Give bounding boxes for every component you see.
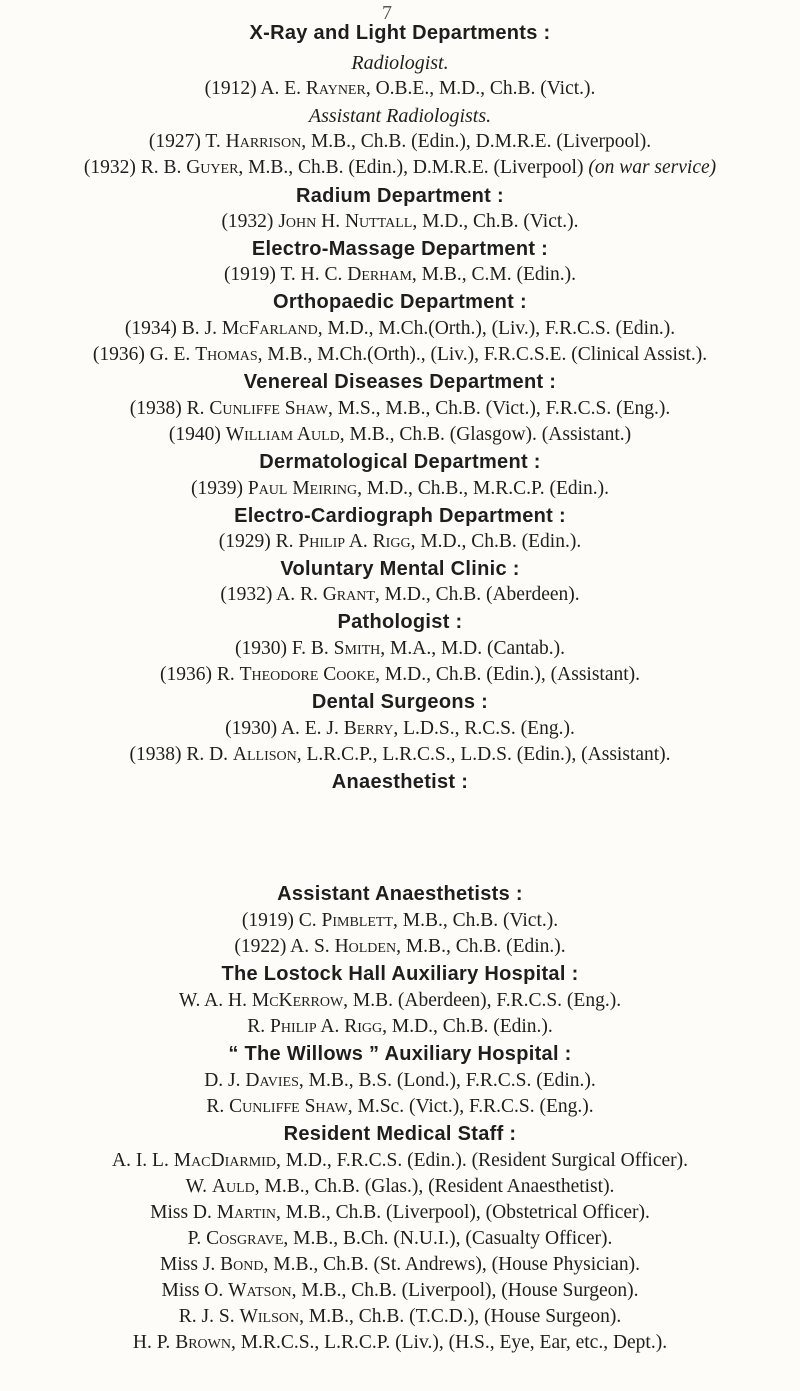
orthopaedic-entry-2 xyxy=(0,344,800,366)
xray-entry-1 xyxy=(0,78,800,100)
lostock-entry-1 xyxy=(0,990,800,1012)
entry-qualifications: , M.Sc. (Vict.), F.R.C.S. (Eng.). xyxy=(347,1096,594,1117)
entry-name: Rayner xyxy=(305,78,366,99)
entry-name: Paul Meiring xyxy=(247,478,358,499)
electro-massage-heading: Electro-Massage Department : xyxy=(251,238,549,260)
entry-qualifications: , M.B., M.Ch.(Orth)., (Liv.), F.R.C.S.E. (Clinical Assist.). xyxy=(257,344,708,365)
entry-name: Cunliffe Shaw xyxy=(229,1096,348,1117)
willows-heading: “ The Willows ” Auxiliary Hospital : xyxy=(228,1043,572,1065)
entry-name: Guyer xyxy=(186,157,239,178)
dermatological-heading: Dermatological Department : xyxy=(259,451,541,473)
lostock-heading: The Lostock Hall Auxiliary Hospital : xyxy=(221,963,579,985)
assistant-anaesthetists-entry-1 xyxy=(0,910,800,932)
entry-prefix: (1929) R. xyxy=(218,531,299,552)
entry-prefix: (1927) T. xyxy=(148,131,226,152)
entry-qualifications: , M.B., Ch.B. (Vict.). xyxy=(393,910,559,931)
entry-name: Philip A. Rigg xyxy=(270,1016,383,1037)
mental-clinic-heading: Voluntary Mental Clinic : xyxy=(280,558,520,580)
assistant-radiologists-label: Assistant Radiologists. xyxy=(308,105,492,127)
entry-qualifications: , M.D., Ch.B. (Vict.). xyxy=(412,211,579,232)
pathologist-heading: Pathologist : xyxy=(337,611,463,633)
resident-entry-4 xyxy=(0,1228,800,1250)
entry-qualifications: , M.B., Ch.B. (St. Andrews), (House Physician). xyxy=(263,1254,640,1275)
entry-qualifications: , M.D., Ch.B., M.R.C.P. (Edin.). xyxy=(357,478,610,499)
dental-entry-1 xyxy=(0,718,800,740)
entry-qualifications: , M.D., F.R.C.S. (Edin.). (Resident Surgical Officer). xyxy=(275,1150,688,1171)
entry-qualifications: , M.A., M.D. (Cantab.). xyxy=(380,638,565,659)
willows-entry-2 xyxy=(0,1096,800,1118)
resident-entry-3 xyxy=(0,1202,800,1224)
entry-name: Allison xyxy=(232,744,297,765)
orthopaedic-heading: Orthopaedic Department : xyxy=(273,291,527,313)
xray-entry-2 xyxy=(0,131,800,153)
entry-name: John H. Nuttall xyxy=(278,211,413,232)
entry-name: Holden xyxy=(334,936,397,957)
entry-prefix: P. xyxy=(187,1228,207,1249)
entry-name: Theodore Cooke xyxy=(239,664,376,685)
venereal-entry-2 xyxy=(0,424,800,446)
entry-name: McFarland xyxy=(221,318,318,339)
entry-name: Thomas xyxy=(195,344,258,365)
xray-entry-3 xyxy=(0,157,800,179)
resident-entry-2 xyxy=(0,1176,800,1198)
entry-qualifications: , M.D., Ch.B. (Edin.). xyxy=(382,1016,553,1037)
entry-prefix: R. xyxy=(206,1096,230,1117)
entry-prefix: (1936) G. E. xyxy=(92,344,196,365)
entry-prefix: H. P. xyxy=(132,1332,176,1353)
entry-qualifications: , M.B., Ch.B. (Glasgow). (Assistant.) xyxy=(339,424,632,445)
assistant-anaesthetists-heading: Assistant Anaesthetists : xyxy=(277,883,523,905)
entry-prefix: Miss D. xyxy=(150,1202,217,1223)
entry-qualifications: , M.D., Ch.B. (Edin.). xyxy=(410,531,582,552)
entry-name: Berry xyxy=(343,718,394,739)
entry-prefix: A. I. L. xyxy=(111,1150,174,1171)
resident-entry-6 xyxy=(0,1280,800,1302)
entry-qualifications: , L.D.S., R.C.S. (Eng.). xyxy=(393,718,575,739)
assistant-anaesthetists-entry-2 xyxy=(0,936,800,958)
entry-name: Derham xyxy=(347,264,412,285)
entry-name: Bond xyxy=(220,1254,264,1275)
resident-entry-1 xyxy=(0,1150,800,1172)
anaesthetist-heading: Anaesthetist : xyxy=(331,771,469,793)
entry-qualifications: , L.R.C.P., L.R.C.S., L.D.S. (Edin.), (Assistant). xyxy=(296,744,671,765)
entry-qualifications: , M.B., Ch.B. (Liverpool), (Obstetrical Officer). xyxy=(276,1202,650,1223)
entry-qualifications: , M.B., Ch.B. (Edin.), D.M.R.E. (Liverpool). xyxy=(301,131,652,152)
entry-qualifications: , M.B., B.S. (Lond.), F.R.C.S. (Edin.). xyxy=(298,1070,596,1091)
entry-name: Harrison xyxy=(225,131,302,152)
entry-prefix: Miss J. xyxy=(160,1254,221,1275)
entry-name: Grant xyxy=(322,584,375,605)
entry-name: Davies xyxy=(245,1070,299,1091)
entry-prefix: (1930) A. E. J. xyxy=(225,718,344,739)
dental-entry-2 xyxy=(0,744,800,766)
radium-entry-1 xyxy=(0,211,800,233)
entry-prefix: (1939) xyxy=(190,478,248,499)
entry-name: Smith xyxy=(333,638,381,659)
entry-prefix: (1912) A. E. xyxy=(204,78,306,99)
pathologist-entry-1 xyxy=(0,638,800,660)
entry-note: (on war service) xyxy=(588,157,717,178)
entry-qualifications: , M.B., Ch.B. (Liverpool), (House Surgeon). xyxy=(291,1280,639,1301)
entry-prefix: (1938) R. xyxy=(129,398,210,419)
entry-prefix: W. xyxy=(185,1176,212,1197)
mental-clinic-entry-1 xyxy=(0,584,800,606)
entry-qualifications: , M.B., Ch.B. (Edin.). xyxy=(396,936,566,957)
entry-name: Martin xyxy=(216,1202,277,1223)
entry-qualifications: , M.B., C.M. (Edin.). xyxy=(411,264,577,285)
entry-prefix: (1930) F. B. xyxy=(235,638,334,659)
entry-prefix: (1919) C. xyxy=(241,910,322,931)
entry-qualifications: , M.B., Ch.B. (Edin.), D.M.R.E. (Liverpool) xyxy=(238,157,589,178)
entry-prefix: (1932) xyxy=(221,211,279,232)
entry-name: Pimblett xyxy=(321,910,393,931)
entry-qualifications: , M.D., Ch.B. (Edin.), (Assistant). xyxy=(375,664,641,685)
pathologist-entry-2 xyxy=(0,664,800,686)
dental-heading: Dental Surgeons : xyxy=(311,691,489,713)
entry-prefix: (1936) R. xyxy=(159,664,240,685)
entry-qualifications: , O.B.E., M.D., Ch.B. (Vict.). xyxy=(365,78,596,99)
entry-prefix: (1940) xyxy=(168,424,226,445)
entry-prefix: R. xyxy=(247,1016,270,1037)
electro-massage-entry-1 xyxy=(0,264,800,286)
entry-qualifications: , M.B., B.Ch. (N.U.I.), (Casualty Officer). xyxy=(283,1228,613,1249)
entry-qualifications: , M.B. (Aberdeen), F.R.C.S. (Eng.). xyxy=(343,990,622,1011)
entry-prefix: R. J. S. xyxy=(178,1306,240,1327)
entry-name: Auld xyxy=(211,1176,255,1197)
venereal-entry-1 xyxy=(0,398,800,420)
entry-prefix: (1932) R. B. xyxy=(83,157,187,178)
entry-prefix: (1932) A. R. xyxy=(220,584,323,605)
entry-name: Wilson xyxy=(239,1306,300,1327)
xray-heading: X-Ray and Light Departments : xyxy=(249,22,551,44)
entry-name: Cosgrave xyxy=(206,1228,284,1249)
entry-prefix: W. A. H. xyxy=(178,990,252,1011)
electro-cardiograph-heading: Electro-Cardiograph Department : xyxy=(234,505,566,527)
entry-prefix: (1919) T. H. C. xyxy=(223,264,348,285)
entry-qualifications: , M.D., Ch.B. (Aberdeen). xyxy=(374,584,580,605)
resident-entry-5 xyxy=(0,1254,800,1276)
entry-qualifications: , M.B., Ch.B. (T.C.D.), (House Surgeon). xyxy=(299,1306,622,1327)
willows-entry-1 xyxy=(0,1070,800,1092)
resident-entry-7 xyxy=(0,1306,800,1328)
entry-prefix: D. J. xyxy=(204,1070,246,1091)
entry-name: Watson xyxy=(228,1280,292,1301)
entry-qualifications: , M.D., M.Ch.(Orth.), (Liv.), F.R.C.S. (Edin.). xyxy=(317,318,676,339)
radium-heading: Radium Department : xyxy=(296,185,504,207)
entry-prefix: (1934) B. J. xyxy=(124,318,222,339)
entry-qualifications: , M.S., M.B., Ch.B. (Vict.), F.R.C.S. (Eng.). xyxy=(327,398,671,419)
venereal-heading: Venereal Diseases Department : xyxy=(243,371,557,393)
page-number: 7 xyxy=(382,2,392,24)
lostock-entry-2 xyxy=(0,1016,800,1038)
entry-prefix: (1922) A. S. xyxy=(234,936,335,957)
entry-name: Brown xyxy=(175,1332,231,1353)
entry-qualifications: , M.R.C.S., L.R.C.P. (Liv.), (H.S., Eye, Ear, etc., Dept.). xyxy=(230,1332,668,1353)
entry-name: McKerrow xyxy=(251,990,344,1011)
entry-prefix: (1938) R. D. xyxy=(129,744,233,765)
entry-name: William Auld xyxy=(225,424,340,445)
entry-prefix: Miss O. xyxy=(161,1280,229,1301)
resident-entry-8 xyxy=(0,1332,800,1354)
orthopaedic-entry-1 xyxy=(0,318,800,340)
entry-name: MacDiarmid xyxy=(173,1150,276,1171)
entry-qualifications: , M.B., Ch.B. (Glas.), (Resident Anaesthetist). xyxy=(254,1176,615,1197)
radiologist-label: Radiologist. xyxy=(351,52,449,74)
resident-heading: Resident Medical Staff : xyxy=(283,1123,517,1145)
electro-cardiograph-entry-1 xyxy=(0,531,800,553)
dermatological-entry-1 xyxy=(0,478,800,500)
entry-name: Philip A. Rigg xyxy=(298,531,411,552)
entry-name: Cunliffe Shaw xyxy=(209,398,328,419)
